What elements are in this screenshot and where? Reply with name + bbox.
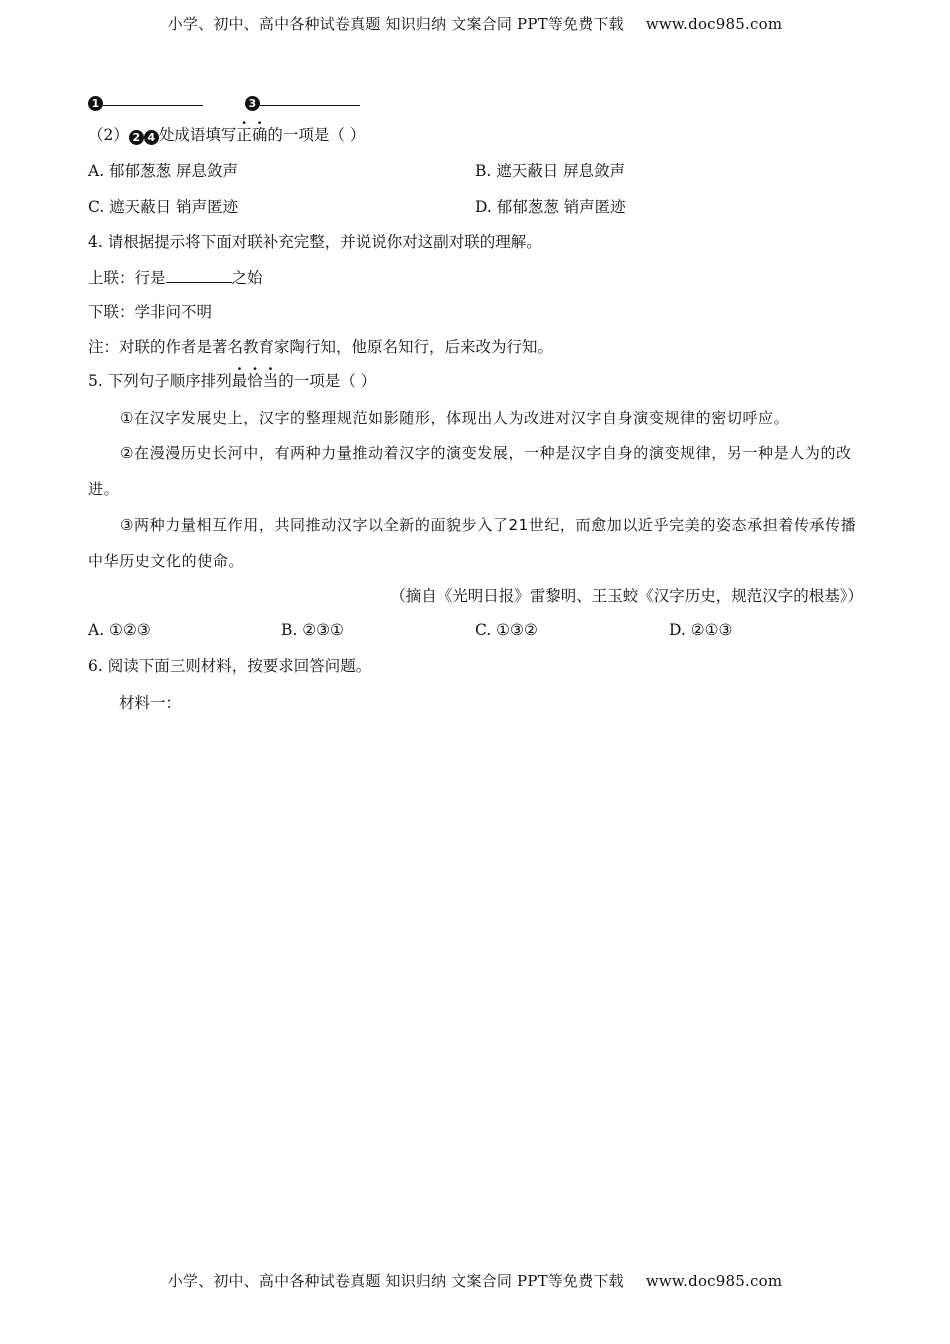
q6-stem: 6. 阅读下面三则材料，按要求回答问题。 bbox=[88, 657, 372, 675]
footer-url[interactable]: www.doc985.com bbox=[645, 1272, 783, 1290]
circle-marker-3: 3 bbox=[245, 96, 260, 111]
couplet-blank[interactable] bbox=[166, 267, 232, 283]
circle-marker-4: 4 bbox=[144, 130, 159, 145]
q4-upper-couplet: 上联：行是 之始 bbox=[88, 269, 263, 287]
footer-text: 小学、初中、高中各种试卷真题 知识归纳 文案合同 PPT等免费下载 bbox=[167, 1272, 624, 1290]
q5-sentence-2: ②在漫漫历史长河中，有两种力量推动着汉字的演变发展，一种是汉字自身的演变规律，另一种是人为的改进。 bbox=[88, 444, 852, 498]
answer-blank-3[interactable] bbox=[260, 90, 360, 106]
emphasis-char: 正 bbox=[236, 126, 252, 144]
q5-option-c: C. ①③② bbox=[475, 621, 538, 639]
q4-stem: 4. 请根据提示将下面对联补充完整，并说说你对这副对联的理解。 bbox=[88, 233, 542, 251]
answer-blank-1[interactable] bbox=[103, 90, 203, 106]
header-url[interactable]: www.doc985.com bbox=[645, 15, 783, 33]
emphasis-char: 确 bbox=[251, 126, 268, 144]
page-footer bbox=[0, 1270, 950, 1291]
q6-material-1: 材料一： bbox=[119, 694, 182, 712]
q4-lower-couplet: 下联：学非问不明 bbox=[88, 303, 213, 321]
circle-marker-1: 1 bbox=[88, 96, 103, 111]
q2-option-b: B. 遮天蔽日 屏息敛声 bbox=[475, 162, 626, 180]
q4-note: 注：对联的作者是著名教育家陶行知，他原名知行，后来改为行知。 bbox=[88, 338, 554, 356]
page-header bbox=[0, 13, 950, 34]
q5-option-b: B. ②③① bbox=[281, 621, 344, 639]
emphasis-char: 当 bbox=[262, 372, 279, 390]
emphasis-char: 恰 bbox=[247, 372, 263, 390]
q2-option-a: A. 郁郁葱葱 屏息敛声 bbox=[88, 162, 238, 180]
q2-stem: （2） 2 4 处成语填写正确的一项是（ ） bbox=[88, 126, 366, 144]
q5-option-a: A. ①②③ bbox=[88, 621, 151, 639]
q5-stem: 5. 下列句子顺序排列最恰当的一项是（ ） bbox=[88, 372, 377, 390]
q5-source: （摘自《光明日报》雷黎明、王玉蛟《汉字历史，规范汉字的根基》） bbox=[390, 587, 863, 605]
answer-blanks bbox=[88, 90, 360, 111]
header-text: 小学、初中、高中各种试卷真题 知识归纳 文案合同 PPT等免费下载 bbox=[167, 15, 624, 33]
q5-sentence-3: ③两种力量相互作用，共同推动汉字以全新的面貌步入了21世纪，而愈加以近乎完美的姿态承担着传承传播中华历史文化的使命。 bbox=[88, 516, 857, 570]
q2-option-c: C. 遮天蔽日 销声匿迹 bbox=[88, 198, 239, 216]
q5-sentence-1: ①在汉字发展史上，汉字的整理规范如影随形，体现出人为改进对汉字自身演变规律的密切呼应。 bbox=[120, 409, 790, 427]
q2-option-d: D. 郁郁葱葱 销声匿迹 bbox=[475, 198, 626, 216]
q5-option-d: D. ②①③ bbox=[669, 621, 733, 639]
circle-marker-2: 2 bbox=[129, 130, 144, 145]
emphasis-char: 最 bbox=[231, 372, 248, 390]
